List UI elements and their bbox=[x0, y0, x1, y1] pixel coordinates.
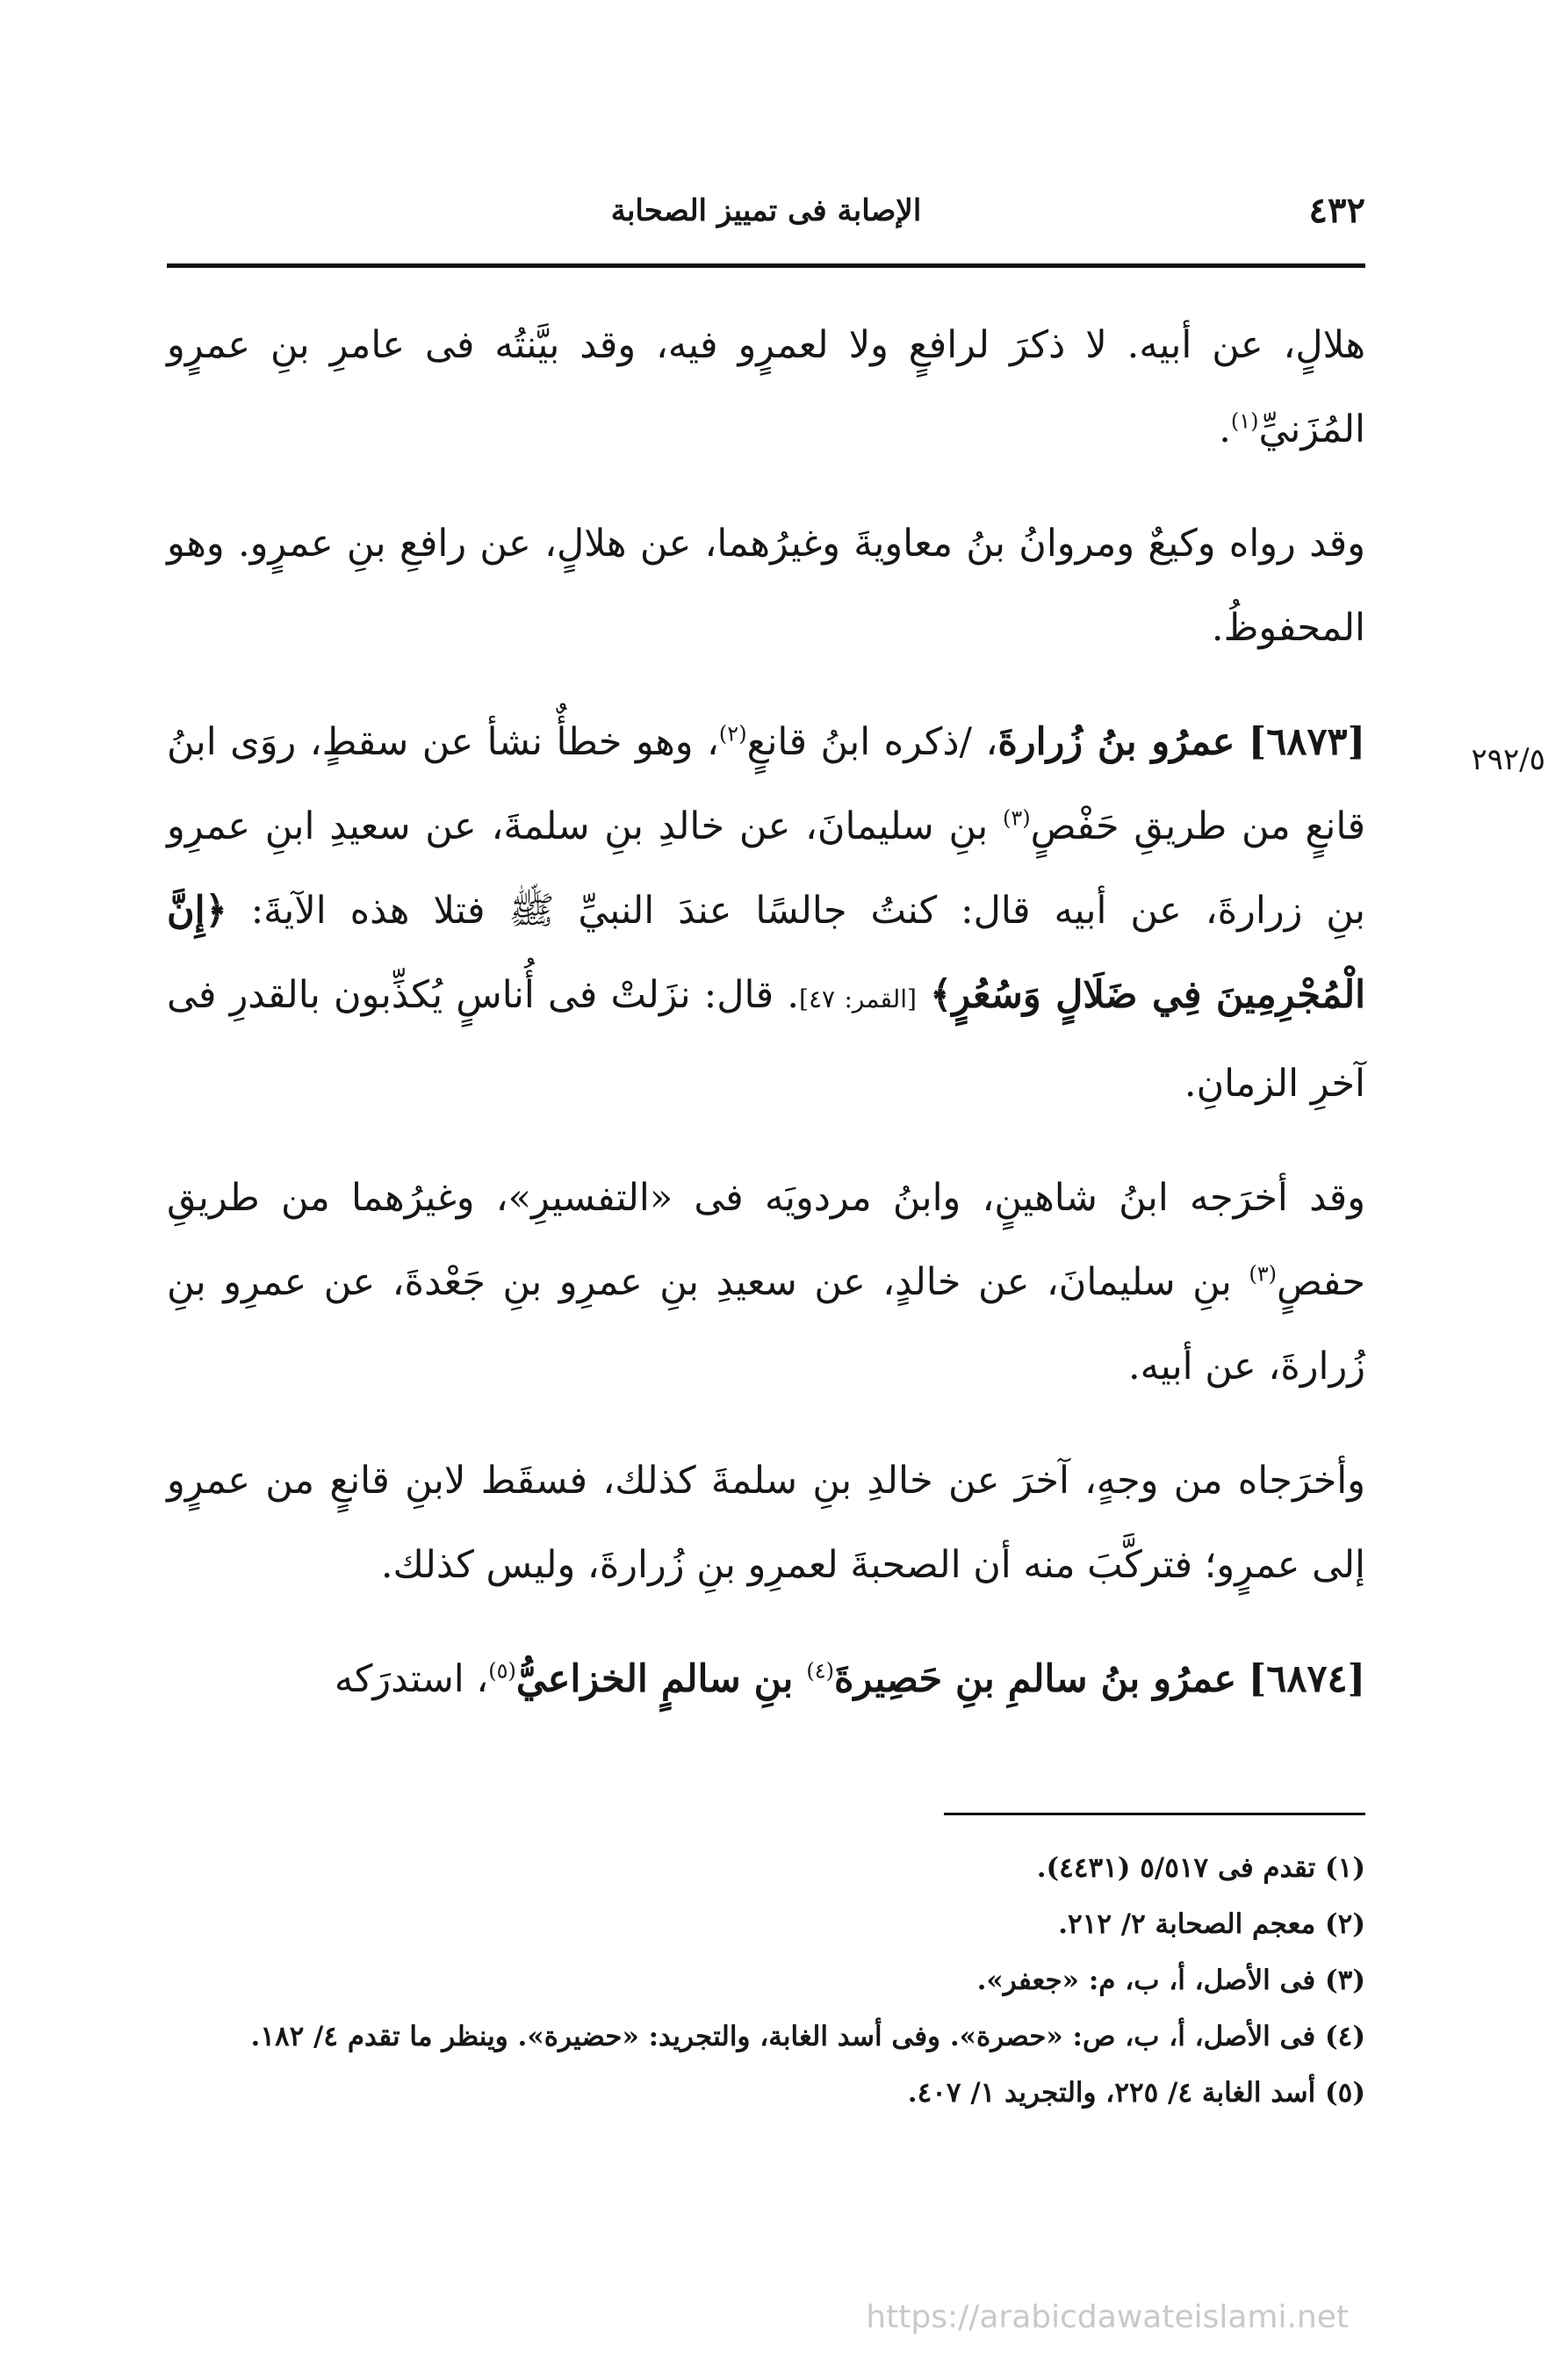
paragraph-text: ، استدرَكه bbox=[334, 1657, 489, 1701]
entry-name: بنِ سالمٍ الخزاعيُّ bbox=[515, 1657, 807, 1701]
footnote: (٤) فى الأصل، أ، ب، ص: «حصرة». وفى أسد الغابة، والتجريد: «حضيرة». وينظر ما تقدم ٤/ ١٨٢. bbox=[250, 2021, 1365, 2052]
footnote-ref: (١) bbox=[1230, 408, 1259, 434]
entry-paragraph bbox=[167, 700, 1365, 1126]
header-rule bbox=[167, 263, 1365, 268]
page-header bbox=[167, 184, 1365, 237]
footnote-ref: (٤) bbox=[806, 1658, 834, 1684]
quran-reference: [القمر: ٤٧] bbox=[799, 984, 917, 1013]
quran-verse: ﴿إِنَّ الْمُجْرِمِينَ فِي ضَلَالٍ وَسُعُرٍ﴾ bbox=[167, 889, 1366, 1017]
paragraph-text: بنِ سليمانَ، عن خالدِ بنِ سلمةَ، عن سعيدِ ابنِ عمرِو بنِ زرارةَ، عن أبيه قال: كنتُ جالسًا عندَ النبيِّ ﷺ فتلا هذه الآيةَ: bbox=[167, 804, 1365, 933]
entry-number: [٦٨٧٣] bbox=[1248, 720, 1365, 764]
footnote: (٣) فى الأصل، أ، ب، م: «جعفر». bbox=[976, 1965, 1365, 1996]
paragraph-text: . bbox=[1219, 407, 1231, 451]
paragraph-text: وقد أخرَجه ابنُ شاهينٍ، وابنُ مردويَه فى «التفسيرِ»، وغيرُهما من طريقِ حفصٍ bbox=[167, 1176, 1365, 1304]
paragraph-text: بنِ سليمانَ، عن خالدٍ، عن سعيدِ بنِ عمرِو بنِ جَعْدةَ، عن عمرِو بنِ زُرارةَ، عن أبيه. bbox=[167, 1260, 1365, 1388]
entry-name: عمرُو بنُ زُرارةَ bbox=[997, 720, 1235, 764]
watermark-url: https://arabicdawateislami.net bbox=[866, 2299, 1349, 2335]
footnote: (٢) معجم الصحابة ٢/ ٢١٢. bbox=[1058, 1908, 1365, 1940]
footnote-ref: (٢) bbox=[718, 721, 747, 746]
footnote: (١) تقدم فى ٥/٥١٧ (٤٤٣١). bbox=[1036, 1852, 1365, 1884]
paragraph-text: ، /ذكره ابنُ قانعٍ bbox=[746, 720, 998, 764]
entry-number: [٦٨٧٤] bbox=[1248, 1657, 1365, 1701]
footnotes bbox=[167, 1840, 1365, 2121]
margin-reference: ٢٩٢/٥ bbox=[1471, 742, 1545, 777]
entry-name: عمرُو بنُ سالمِ بنِ حَصِيرةَ bbox=[833, 1657, 1237, 1701]
main-text bbox=[167, 303, 1365, 1751]
entry-paragraph bbox=[167, 1637, 1365, 1721]
footnote-ref: (٥) bbox=[488, 1658, 516, 1684]
paragraph-text: . قال: نزَلتْ فى أُناسٍ يُكذِّبون بالقدرِ فى آخرِ الزمانِ. bbox=[167, 973, 1365, 1106]
paragraph bbox=[167, 1156, 1365, 1409]
footnote-ref: (٣) bbox=[1002, 805, 1031, 831]
paragraph-text: وأخرَجاه من وجهٍ، آخرَ عن خالدِ بنِ سلمةَ كذلك، فسقَط لابنِ قانعٍ من عمرٍو إلى عمرٍو؛ فتركَّبَ منه أن الصحبةَ لعمرِو بنِ زُرارةَ، وليس كذلك. bbox=[167, 1459, 1365, 1587]
paragraph bbox=[167, 501, 1365, 670]
footnote-rule bbox=[944, 1813, 1365, 1815]
running-title: الإصابة فى تمييز الصحابة bbox=[610, 193, 922, 228]
page-number: ٤٣٢ bbox=[1308, 190, 1365, 231]
paragraph-text: هلالٍ، عن أبيه. لا ذكرَ لرافعٍ ولا لعمرٍو فيه، وقد بيَّنتُه فى عامرِ بنِ عمرٍو المُزَنيِّ bbox=[167, 323, 1365, 451]
footnote: (٥) أسد الغابة ٤/ ٢٢٥، والتجريد ١/ ٤٠٧. bbox=[907, 2077, 1365, 2109]
paragraph-text: ، وهو خطأٌ نشأ عن سقطٍ، روَى ابنُ قانعٍ من طريقِ حَفْصٍ bbox=[167, 720, 1365, 848]
footnote-ref: (٣) bbox=[1249, 1261, 1277, 1287]
paragraph bbox=[167, 1439, 1365, 1607]
paragraph-text: وقد رواه وكيعٌ ومروانُ بنُ معاويةَ وغيرُهما، عن هلالٍ، عن رافعِ بنِ عمرٍو. وهو المحفوظُ. bbox=[167, 522, 1366, 650]
paragraph bbox=[167, 303, 1365, 472]
